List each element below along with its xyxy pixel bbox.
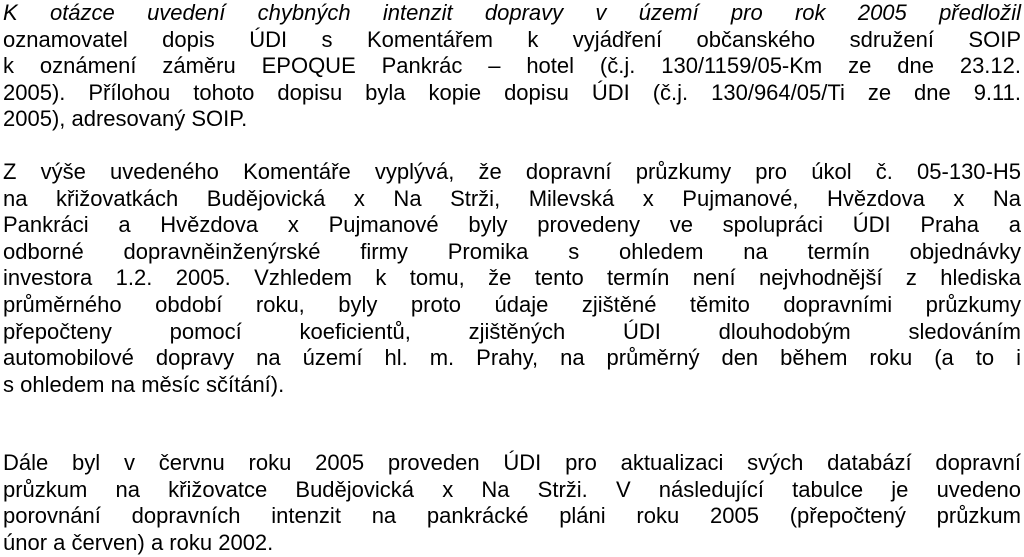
text-line: investora 1.2. 2005. Vzhledem k tomu, že tento termín není nejvhodnější z hlediska (3, 265, 1021, 291)
paragraph-3 (3, 450, 1021, 556)
text-line: Z výše uvedeného Komentáře vyplývá, že dopravní průzkumy pro úkol č. 05-130-H5 (3, 159, 1021, 184)
text-line: 2005), adresovaný SOIP. (3, 106, 248, 132)
paragraph-1 (3, 0, 1021, 133)
text-line: porovnání dopravních intenzit na pankrácké pláni roku 2005 (přepočtený průzkum (3, 503, 1021, 529)
text-line: únor a červen) a roku 2002. (3, 529, 274, 555)
text-line: automobilové dopravy na území hl. m. Prahy, na průměrný den během roku (a to i (3, 345, 1021, 371)
text-line: přepočteny pomocí koeficientů, zjištěných ÚDI dlouhodobým sledováním (3, 318, 1021, 344)
text-line: oznamovatel dopis ÚDI s Komentářem k vyjádření občanského sdružení SOIP (3, 26, 1021, 52)
text-line: průzkum na křižovatce Budějovická x Na Strži. V následující tabulce je uvedeno (3, 476, 1021, 502)
text-line: 2005). Přílohou tohoto dopisu byla kopie dopisu ÚDI (č.j. 130/964/05/Ti ze dne 9.11. (3, 79, 1021, 105)
text-line: průměrného období roku, byly proto údaje zjištěné těmito dopravními průzkumy (3, 291, 1021, 317)
text-line: Pankráci a Hvězdova x Pujmanové byly provedeny ve spolupráci ÚDI Praha a (3, 212, 1021, 238)
text-line: Dále byl v červnu roku 2005 proveden ÚDI pro aktualizaci svých databází dopravní (3, 450, 1021, 475)
text-line: s ohledem na měsíc sčítání). (3, 371, 285, 397)
text-line: odborné dopravněinženýrské firmy Promika s ohledem na termín objednávky (3, 238, 1021, 264)
text-line: na křižovatkách Budějovická x Na Strži, Milevská x Pujmanové, Hvězdova x Na (3, 185, 1021, 211)
text-line: K otázce uvedení chybných intenzit dopravy v území pro rok 2005 předložil (3, 0, 1021, 25)
text-line: k oznámení záměru EPOQUE Pankrác – hotel (č.j. 130/1159/05-Km ze dne 23.12. (3, 53, 1021, 79)
paragraph-2 (3, 159, 1021, 398)
